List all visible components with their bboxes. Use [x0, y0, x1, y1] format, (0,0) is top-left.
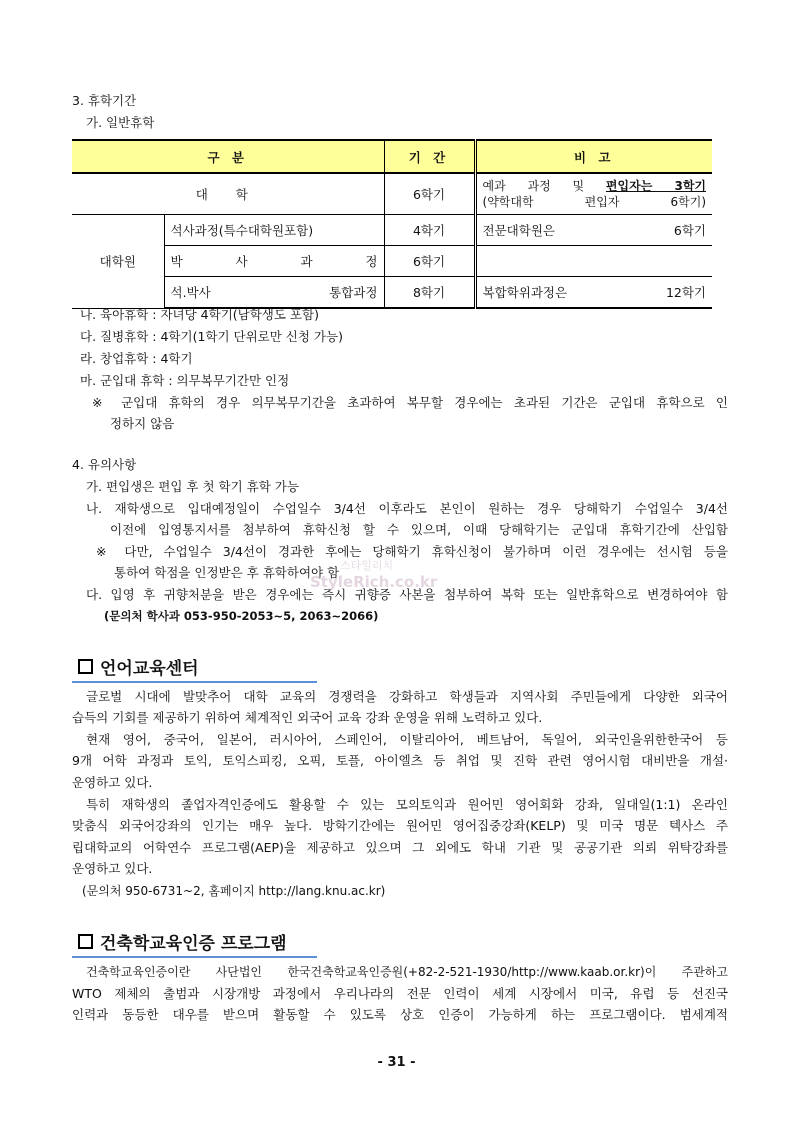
language-center-title: 언어교육센터 [100, 659, 199, 679]
header-note: 비 고 [475, 140, 712, 173]
section-4-d: 다. 입영 후 귀향처분을 받은 경우에는 즉시 귀향증 사본을 첨부하여 복학 또는 일반휴학으로 변경하여야 함 [86, 587, 728, 602]
lang-p3-l2: 맞춤식 외국어강좌의 인기는 매우 높다. 방학기간에는 원어민 영어집중강좌(KELP) 및 미국 명문 텍사스 주 [72, 818, 728, 833]
section-4-contact: (문의처 학사과 053-950-2053~5, 2063~2066) [104, 609, 379, 623]
section-4-title: 4. 유의사항 [72, 457, 137, 472]
arch-l2: WTO 제체의 출범과 시장개방 과정에서 우리나라의 전문 인력이 세계 시장에서 미국, 유럽 등 선진국 [72, 986, 728, 1001]
note-second: (약학대학 편입자 6학기) [482, 195, 707, 209]
row-doctoral-label: 박 사 과 정 [164, 246, 384, 277]
leave-period-table [72, 139, 712, 309]
lang-p1-l2: 습득의 기회를 제공하기 위하여 체계적인 외국어 교육 강좌 운영을 위해 노력하고 있다. [72, 710, 543, 725]
section-4-c1: ※ 다만, 수업일수 3/4선이 경과한 후에는 당해학기 휴학신청이 불가하며 이런 경우에는 선시험 등을 [96, 544, 728, 559]
table-row [72, 246, 712, 277]
header-category: 구 분 [72, 140, 384, 173]
watermark-latin: StyleRich.co.kr [310, 573, 438, 591]
list-item: 나. 육아휴학 : 자녀당 4학기(남학생도 포함) [80, 307, 319, 322]
section-3-title: 3. 휴학기간 [72, 93, 137, 108]
note-bold: 편입자는 3학기 [605, 179, 707, 193]
lang-contact: (문의처 950-6731~2, 홈페이지 http://lang.knu.ac.kr) [82, 884, 386, 898]
row-university-note [475, 173, 712, 215]
section-4-b1: 나. 재학생으로 입대예정일이 수업일수 3/4선 이후라도 본인이 원하는 경우 당해학기 수업일수 3/4선 [86, 501, 728, 516]
grad-school-label: 대학원 [72, 215, 164, 309]
architecture-title: 건축학교육인증 프로그램 [100, 934, 287, 954]
row-integrated-note: 복합학위과정은 12학기 [475, 277, 712, 309]
lang-p3-l1: 특히 재학생의 졸업자격인증에도 활용할 수 있는 모의토익과 원어민 영어회화 강좌, 일대일(1:1) 온라인 [86, 797, 728, 812]
lang-p2-l3: 운영하고 있다. [72, 775, 153, 790]
list-item: 라. 창업휴학 : 4학기 [80, 351, 193, 366]
table-row [72, 277, 712, 309]
lang-p3-l3: 립대학교의 어학연수 프로그램(AEP)을 제공하고 있으며 그 외에도 학내 기관 및 공공기관 의뢰 위탁강좌를 [72, 840, 728, 855]
list-item: 다. 질병휴학 : 4학기(1학기 단위로만 신청 가능) [80, 329, 343, 344]
row-doctoral-period: 6학기 [384, 246, 475, 277]
list-item: 마. 군입대 휴학 : 의무복무기간만 인정 [80, 373, 290, 388]
lang-p2-l2: 9개 어학 과정과 토익, 토익스피킹, 오픽, 토플, 아이엘츠 등 취업 및 진학 관련 영어시험 대비반을 개설· [72, 753, 728, 768]
row-doctoral-note [475, 246, 712, 277]
header-period: 기 간 [384, 140, 475, 173]
table-header-row [72, 140, 712, 173]
lang-p2-l1: 현재 영어, 중국어, 일본어, 러시아어, 스페인어, 이탈리아어, 베트남어, 독일어, 외국인을위한한국어 등 [86, 732, 728, 747]
page-number: - 31 - [377, 1055, 416, 1070]
section-4-a: 가. 편입생은 편입 후 첫 학기 휴학 가능 [86, 479, 299, 494]
section-4-c2: 통하여 학점을 인정받은 후 휴학하여야 함 [114, 565, 340, 580]
row-university-period: 6학기 [384, 173, 475, 215]
note-prefix: 예과 과정 및 [482, 179, 606, 193]
row-masters-label: 석사과정(특수대학원포함) [164, 215, 384, 246]
military-note-line2: 정하지 않음 [110, 416, 175, 431]
row-university-label: 대 학 [72, 173, 384, 215]
military-note-line1: ※ 군입대 휴학의 경우 의무복무기간을 초과하여 복무할 경우에는 초과된 기간은 군입대 휴학으로 인 [92, 395, 728, 410]
table-row [72, 173, 712, 215]
row-masters-note: 전문대학원은 6학기 [475, 215, 712, 246]
row-masters-period: 4학기 [384, 215, 475, 246]
language-center-heading [72, 651, 317, 683]
watermark [310, 558, 437, 590]
checkbox-square-icon [78, 934, 93, 949]
table-row [72, 215, 712, 246]
architecture-heading [72, 926, 317, 958]
row-integrated-period: 8학기 [384, 277, 475, 309]
checkbox-square-icon [78, 659, 93, 674]
arch-l3: 인력과 동등한 대우를 받으며 활동할 수 있도록 상호 인증이 가능하게 하는 프로그램이다. 범세계적 [72, 1007, 728, 1022]
lang-p1-l1: 글로벌 시대에 발맞추어 대학 교육의 경쟁력을 강화하고 학생들과 지역사회 주민들에게 다양한 외국어 [86, 689, 728, 704]
arch-l1: 건축학교육인증이란 사단법인 한국건축학교육인증원(+82-2-521-1930/http://www.kaab.or.kr)이 주관하고 [86, 965, 728, 979]
watermark-korean: 스타일리치 [340, 559, 394, 572]
section-4-b2: 이전에 입영통지서를 첨부하여 휴학신청 할 수 있으며, 이때 당해학기는 군입대 휴학기간에 산입함 [110, 522, 728, 537]
row-integrated-label: 석.박사 통합과정 [164, 277, 384, 309]
lang-p3-l4: 운영하고 있다. [72, 861, 153, 876]
section-3-sub-a: 가. 일반휴학 [86, 115, 155, 130]
